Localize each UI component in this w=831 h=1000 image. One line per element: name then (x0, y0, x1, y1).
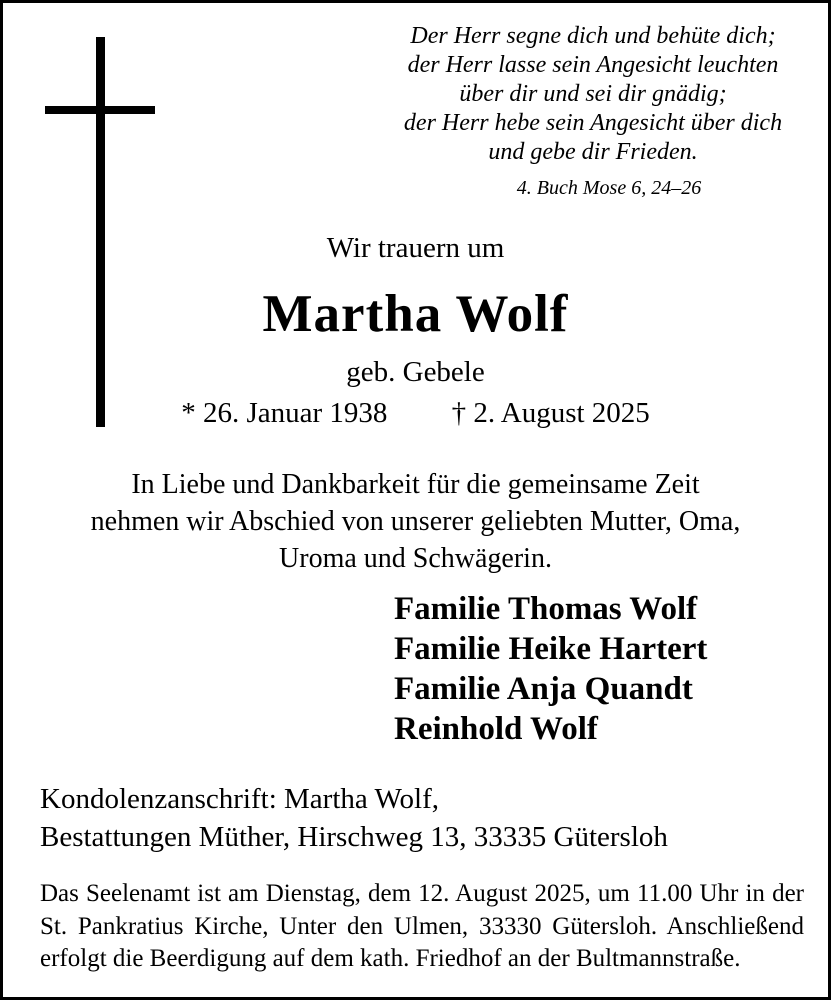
mourner-name: Reinhold Wolf (394, 711, 598, 747)
bible-citation: 4. Buch Mose 6, 24–26 (516, 177, 702, 199)
blessing-line: und gebe dir Frieden. (488, 139, 698, 165)
service-line: erfolgt die Beerdigung auf dem kath. Friedhof an der Bultmannstraße. (40, 945, 741, 972)
blessing-line: über dir und sei dir gnädig; (459, 81, 727, 107)
mourners-list (394, 589, 707, 749)
blessing-line: der Herr lasse sein Angesicht leuchten (407, 52, 779, 78)
tribute-text (3, 466, 828, 577)
condolence-address (40, 780, 668, 856)
tribute-line: nehmen wir Abschied von unserer geliebten Mutter, Oma, (90, 506, 741, 537)
blessing-line: der Herr hebe sein Angesicht über dich (403, 110, 783, 136)
condolence-line: Kondolenzanschrift: Martha Wolf, (40, 783, 439, 815)
tribute-line: Uroma und Schwägerin. (279, 543, 552, 574)
service-info (40, 878, 804, 976)
service-line: Das Seelenamt ist am Dienstag, dem 12. August 2025, um 11.00 Uhr in der (40, 880, 804, 907)
cross-horizontal-bar (45, 106, 155, 114)
mourning-intro: Wir trauern um (326, 232, 505, 264)
mourner-name: Familie Thomas Wolf (394, 591, 698, 627)
blessing-line: Der Herr segne dich und behüte dich; (410, 23, 776, 49)
life-dates (3, 395, 828, 431)
birth-date: * 26. Januar 1938 (181, 397, 388, 429)
tribute-line: In Liebe und Dankbarkeit für die gemeinsame Zeit (131, 469, 700, 500)
maiden-name: geb. Gebele (346, 356, 485, 388)
mourner-name: Familie Heike Hartert (394, 631, 708, 667)
death-date: † 2. August 2025 (451, 397, 650, 429)
blessing-verse (392, 22, 794, 200)
condolence-line: Bestattungen Müther, Hirschweg 13, 33335 Gütersloh (40, 821, 668, 853)
service-line: St. Pankratius Kirche, Unter den Ulmen, 33330 Gütersloh. Anschließend (40, 912, 804, 940)
deceased-name: Martha Wolf (262, 285, 569, 343)
mourner-name: Familie Anja Quandt (394, 671, 693, 707)
